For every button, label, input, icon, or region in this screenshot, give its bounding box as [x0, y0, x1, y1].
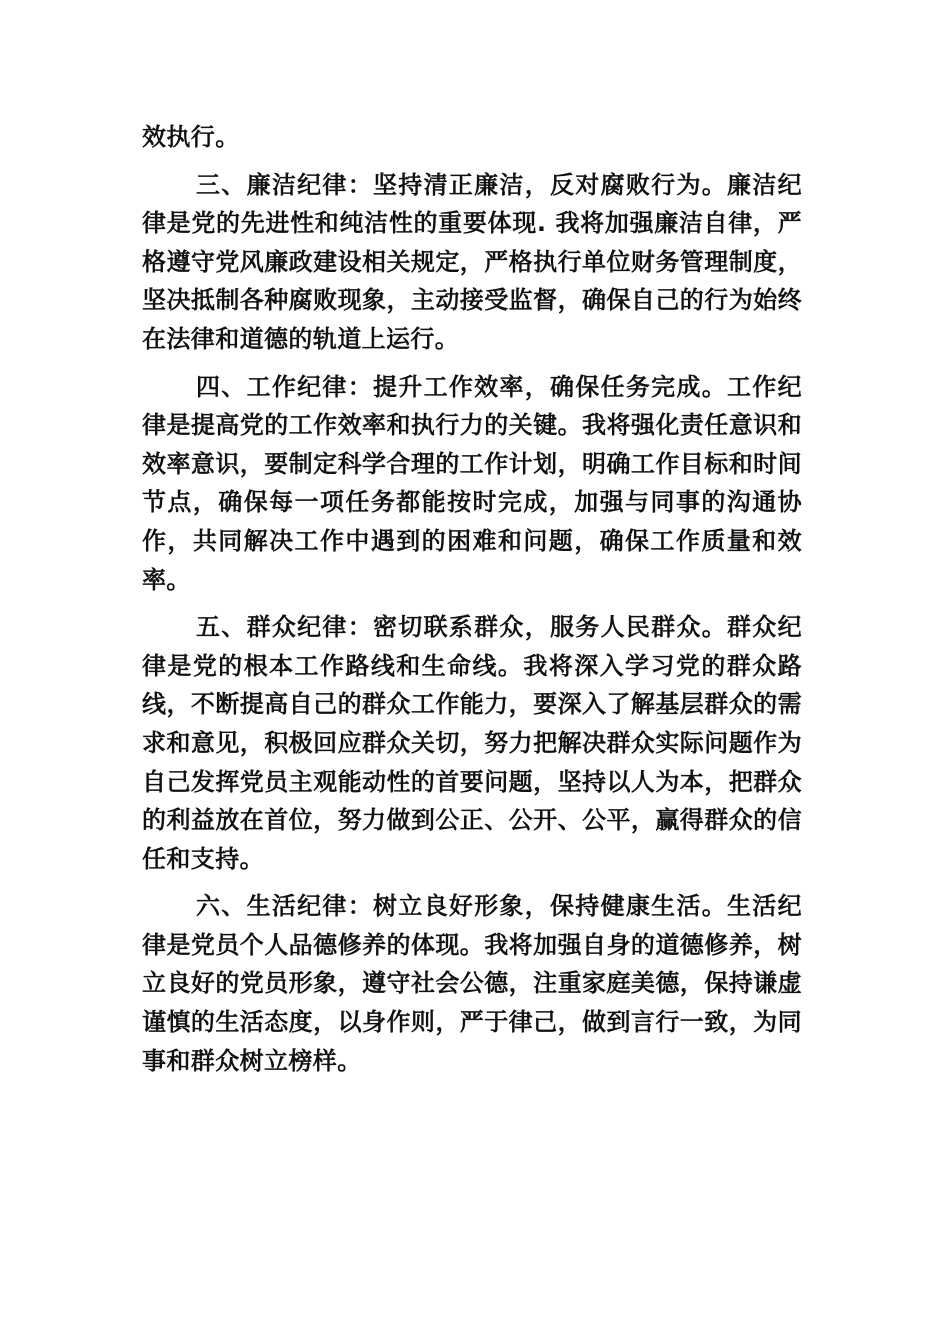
paragraph-integrity-discipline: 三、廉洁纪律：坚持清正廉洁，反对腐败行为。廉洁纪律是党的先进性和纯洁性的重要体现. 我将加强廉洁自律，严格遵守党风廉政建设相关规定，严格执行单位财务管理制度，坚决抵制各种腐败现象，主动接受监督，确保自己的行为始终在法律和道德的轨道上运行。: [142, 170, 802, 353]
paragraph-continuation: 效执行。: [142, 123, 240, 151]
paragraph-life-discipline: 六、生活纪律：树立良好形象，保持健康生活。生活纪律是党员个人品德修养的体现。我将加强自身的道德修养，树立良好的党员形象，遵守社会公德，注重家庭美德，保持谦虚谨慎的生活态度，以身作则，严于律己，做到言行一致，为同事和群众树立榜样。: [142, 892, 802, 1075]
paragraph-work-discipline: 四、工作纪律：提升工作效率，确保任务完成。工作纪律是提高党的工作效率和执行力的关键。我将强化责任意识和效率意识，要制定科学合理的工作计划，明确工作目标和时间节点，确保每一项任务都能按时完成，加强与同事的沟通协作，共同解决工作中遇到的困难和问题，确保工作质量和效率。: [142, 372, 802, 594]
document-body: [142, 118, 802, 1080]
paragraph-mass-discipline: 五、群众纪律：密切联系群众，服务人民群众。群众纪律是党的根本工作路线和生命线。我将深入学习党的群众路线，不断提高自己的群众工作能力，要深入了解基层群众的需求和意见，积极回应群众关切，努力把解决群众实际问题作为自己发挥党员主观能动性的首要问题，坚持以人为本，把群众的利益放在首位，努力做到公正、公开、公平，赢得群众的信任和支持。: [142, 613, 802, 873]
